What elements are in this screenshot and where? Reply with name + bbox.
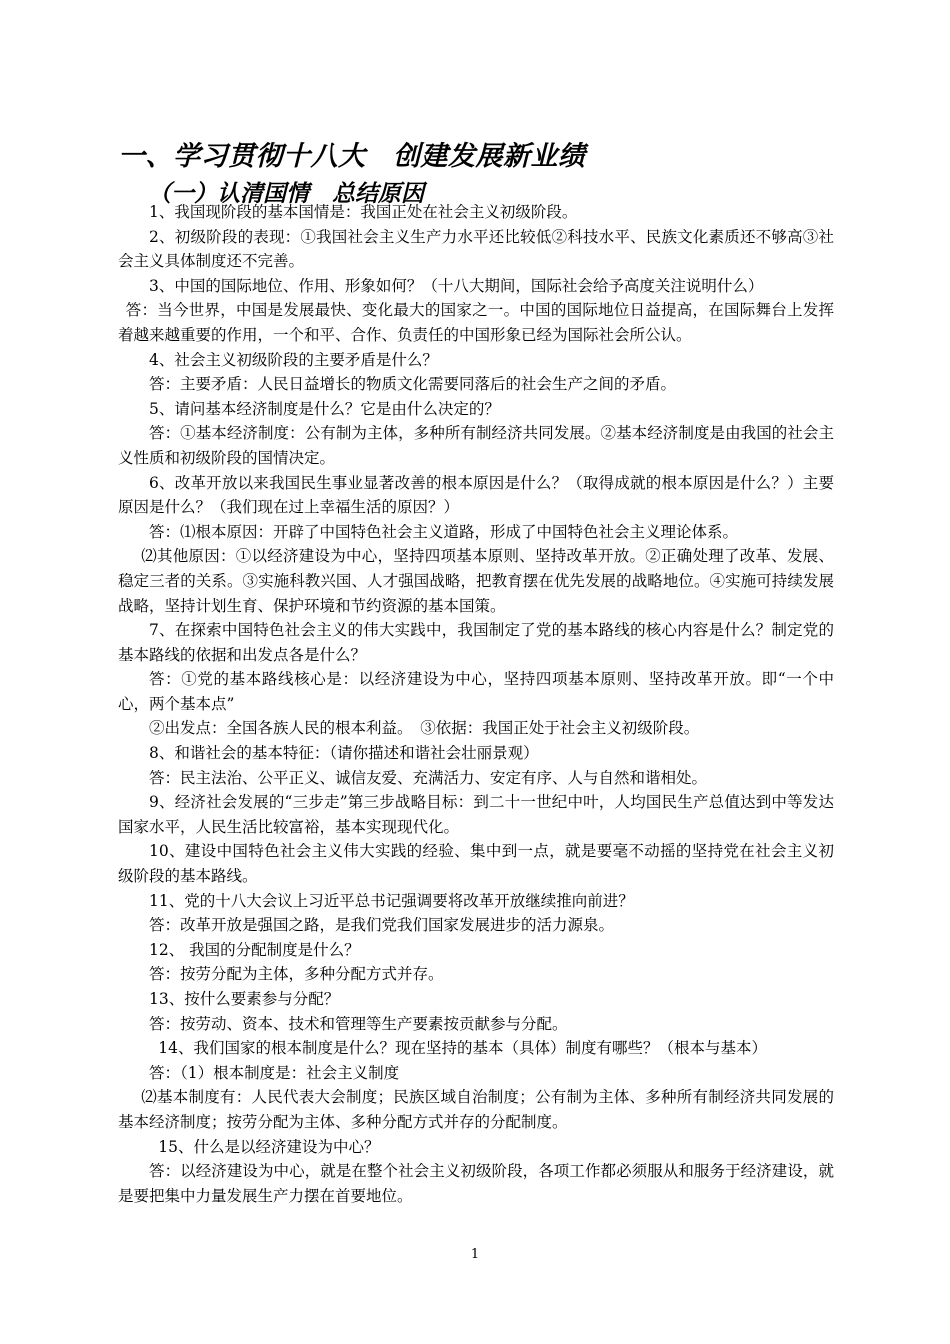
paragraph: 8、和谐社会的基本特征：（请你描述和谐社会壮丽景观） (149, 744, 539, 763)
paragraph: 答：按劳分配为主体，多种分配方式并存。 (149, 965, 444, 984)
paragraph: 答：①党的基本路线核心是：以经济建设为中心，坚持四项基本原则、坚持改革开放。即“一个中心，两个基本点” (118, 670, 834, 713)
paragraph: 答：当今世界，中国是发展最快、变化最大的国家之一。中国的国际地位日益提高，在国际舞台上发挥着越来越重要的作用，一个和平、合作、负责任的中国形象已经为国际社会所公认。 (118, 301, 834, 344)
document-body (118, 200, 834, 1208)
paragraph: 4、社会主义初级阶段的主要矛盾是什么？ (149, 350, 438, 369)
page-number: 1 (470, 1247, 480, 1262)
paragraph: 2、初级阶段的表现：①我国社会主义生产力水平还比较低②科技水平、民族文化素质还不够高③社会主义具体制度还不完善。 (118, 227, 834, 271)
paragraph: 11、党的十八大会议上习近平总书记强调要将改革开放继续推向前进？ (149, 891, 634, 910)
subsection-heading: （一）认清国情 总结原因 (148, 181, 424, 207)
paragraph: 5、请问基本经济制度是什么？它是由什么决定的？ (149, 399, 500, 418)
paragraph: ⑵基本制度有：人民代表大会制度；民族区域自治制度；公有制为主体、多种所有制经济共同发展的基本经济制度；按劳分配为主体、多种分配方式并存的分配制度。 (118, 1088, 834, 1131)
paragraph: 答：民主法治、公平正义、诚信友爱、充满活力、安定有序、人与自然和谐相处。 (149, 768, 708, 787)
paragraph: 答：改革开放是强国之路，是我们党我们国家发展进步的活力源泉。 (149, 916, 615, 935)
paragraph: 1、我国现阶段的基本国情是：我国正处在社会主义初级阶段。 (149, 203, 578, 221)
paragraph: 答：按劳动、资本、技术和管理等生产要素按贡献参与分配。 (149, 1014, 568, 1033)
paragraph: 3、中国的国际地位、作用、形象如何？（十八大期间，国际社会给予高度关注说明什么） (149, 276, 764, 295)
paragraph: 6、改革开放以来我国民生事业显著改善的根本原因是什么？（取得成就的根本原因是什么？）主要原因是什么？（我们现在过上幸福生活的原因？） (118, 473, 834, 517)
paragraph: 答：⑴根本原因：开辟了中国特色社会主义道路，形成了中国特色社会主义理论体系。 (149, 522, 739, 541)
paragraph: 10、建设中国特色社会主义伟大实践的经验、集中到一点，就是要毫不动摇的坚持党在社会主义初级阶段的基本路线。 (118, 842, 834, 886)
paragraph: 15、什么是以经济建设为中心？ (158, 1137, 380, 1156)
paragraph: 答：主要矛盾：人民日益增长的物质文化需要同落后的社会生产之间的矛盾。 (149, 375, 677, 394)
paragraph: 13、按什么要素参与分配？ (149, 990, 340, 1008)
paragraph: 12、 我国的分配制度是什么？ (149, 940, 360, 959)
paragraph: 答：①基本经济制度：公有制为主体，多种所有制经济共同发展。②基本经济制度是由我国的社会主义性质和初级阶段的国情决定。 (118, 424, 834, 467)
paragraph: 答：（1）根本制度是：社会主义制度 (149, 1063, 400, 1082)
paragraph: 7、在探索中国特色社会主义的伟大实践中，我国制定了党的基本路线的核心内容是什么？制定党的基本路线的依据和出发点各是什么？ (118, 621, 834, 664)
paragraph: 答：以经济建设为中心，就是在整个社会主义初级阶段，各项工作都必须服从和服务于经济建设，就是要把集中力量发展生产力摆在首要地位。 (118, 1162, 834, 1205)
paragraph: ⑵其他原因：①以经济建设为中心，坚持四项基本原则、坚持改革开放。②正确处理了改革、发展、稳定三者的关系。③实施科教兴国、人才强国战略，把教育摆在优先发展的战略地位。④实施可持续发展战略，坚持计划生育、保护环境和节约资源的基本国策。 (118, 547, 834, 615)
section-heading: 一、学习贯彻十八大 创建发展新业绩 (118, 141, 586, 172)
paragraph: 9、经济社会发展的“三步走”第三步战略目标：到二十一世纪中叶，人均国民生产总值达到中等发达国家水平，人民生活比较富裕，基本实现现代化。 (118, 793, 834, 836)
paragraph: 14、我们国家的根本制度是什么？现在坚持的基本（具体）制度有哪些？（根本与基本） (158, 1039, 768, 1058)
paragraph: ②出发点：全国各族人民的根本利益。 ③依据：我国正处于社会主义初级阶段。 (149, 719, 700, 738)
